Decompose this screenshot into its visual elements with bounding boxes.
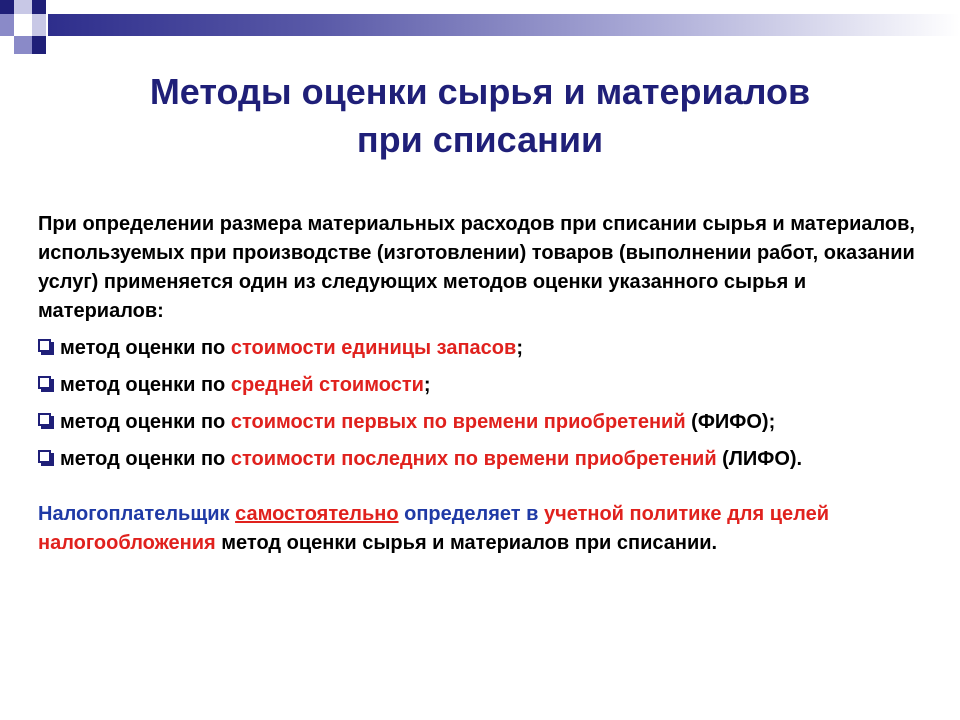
checkbox-bullet-icon: [38, 413, 51, 426]
method-prefix: метод оценки по: [60, 448, 231, 470]
intro-paragraph: При определении размера материальных расходов при списании сырья и материалов, используемых при производстве (изготовлении) товаров (выполнении работ, оказании услуг) применяется один из следующих методов оценки указанного сырья и материалов:: [38, 213, 915, 322]
footer-independently: самостоятельно: [235, 503, 399, 525]
deco-square: [0, 0, 14, 14]
checkbox-bullet-icon: [38, 339, 51, 352]
list-item: [38, 334, 918, 363]
list-item: [38, 371, 918, 400]
footer-accounting-policy: учетной политике для целей налогообложения: [38, 503, 830, 554]
slide-title: [0, 68, 960, 164]
method-highlight: стоимости единицы запасов: [230, 337, 517, 359]
slide-body: [38, 210, 918, 558]
method-prefix: метод оценки по: [60, 374, 231, 396]
footer-determines: определяет в: [398, 503, 544, 525]
method-highlight: стоимости первых по времени приобретений: [230, 411, 686, 433]
title-line-2: при списании: [356, 119, 604, 160]
method-highlight: стоимости последних по времени приобретений: [230, 448, 717, 470]
list-item: [38, 445, 918, 474]
footer-taxpayer: Налогоплательщик: [38, 503, 236, 525]
deco-square: [32, 0, 46, 14]
header-gradient-bar: [48, 14, 960, 36]
deco-square: [0, 14, 14, 36]
deco-square: [32, 14, 46, 36]
methods-list: [38, 334, 918, 474]
method-highlight: средней стоимости: [230, 374, 424, 396]
deco-square: [14, 0, 32, 14]
title-line-1: Методы оценки сырья и материалов: [149, 71, 811, 112]
deco-square: [14, 14, 32, 36]
footer-paragraph: [38, 500, 918, 558]
deco-square: [14, 36, 32, 54]
method-suffix: (ЛИФО).: [716, 448, 803, 470]
deco-square: [32, 36, 46, 54]
footer-rest: метод оценки сырья и материалов при списании.: [215, 532, 718, 554]
method-suffix: (ФИФО);: [685, 411, 776, 433]
method-prefix: метод оценки по: [60, 411, 231, 433]
checkbox-bullet-icon: [38, 376, 51, 389]
method-suffix: ;: [516, 337, 523, 359]
method-prefix: метод оценки по: [60, 337, 231, 359]
checkbox-bullet-icon: [38, 450, 51, 463]
list-item: [38, 408, 918, 437]
method-suffix: ;: [423, 374, 431, 396]
